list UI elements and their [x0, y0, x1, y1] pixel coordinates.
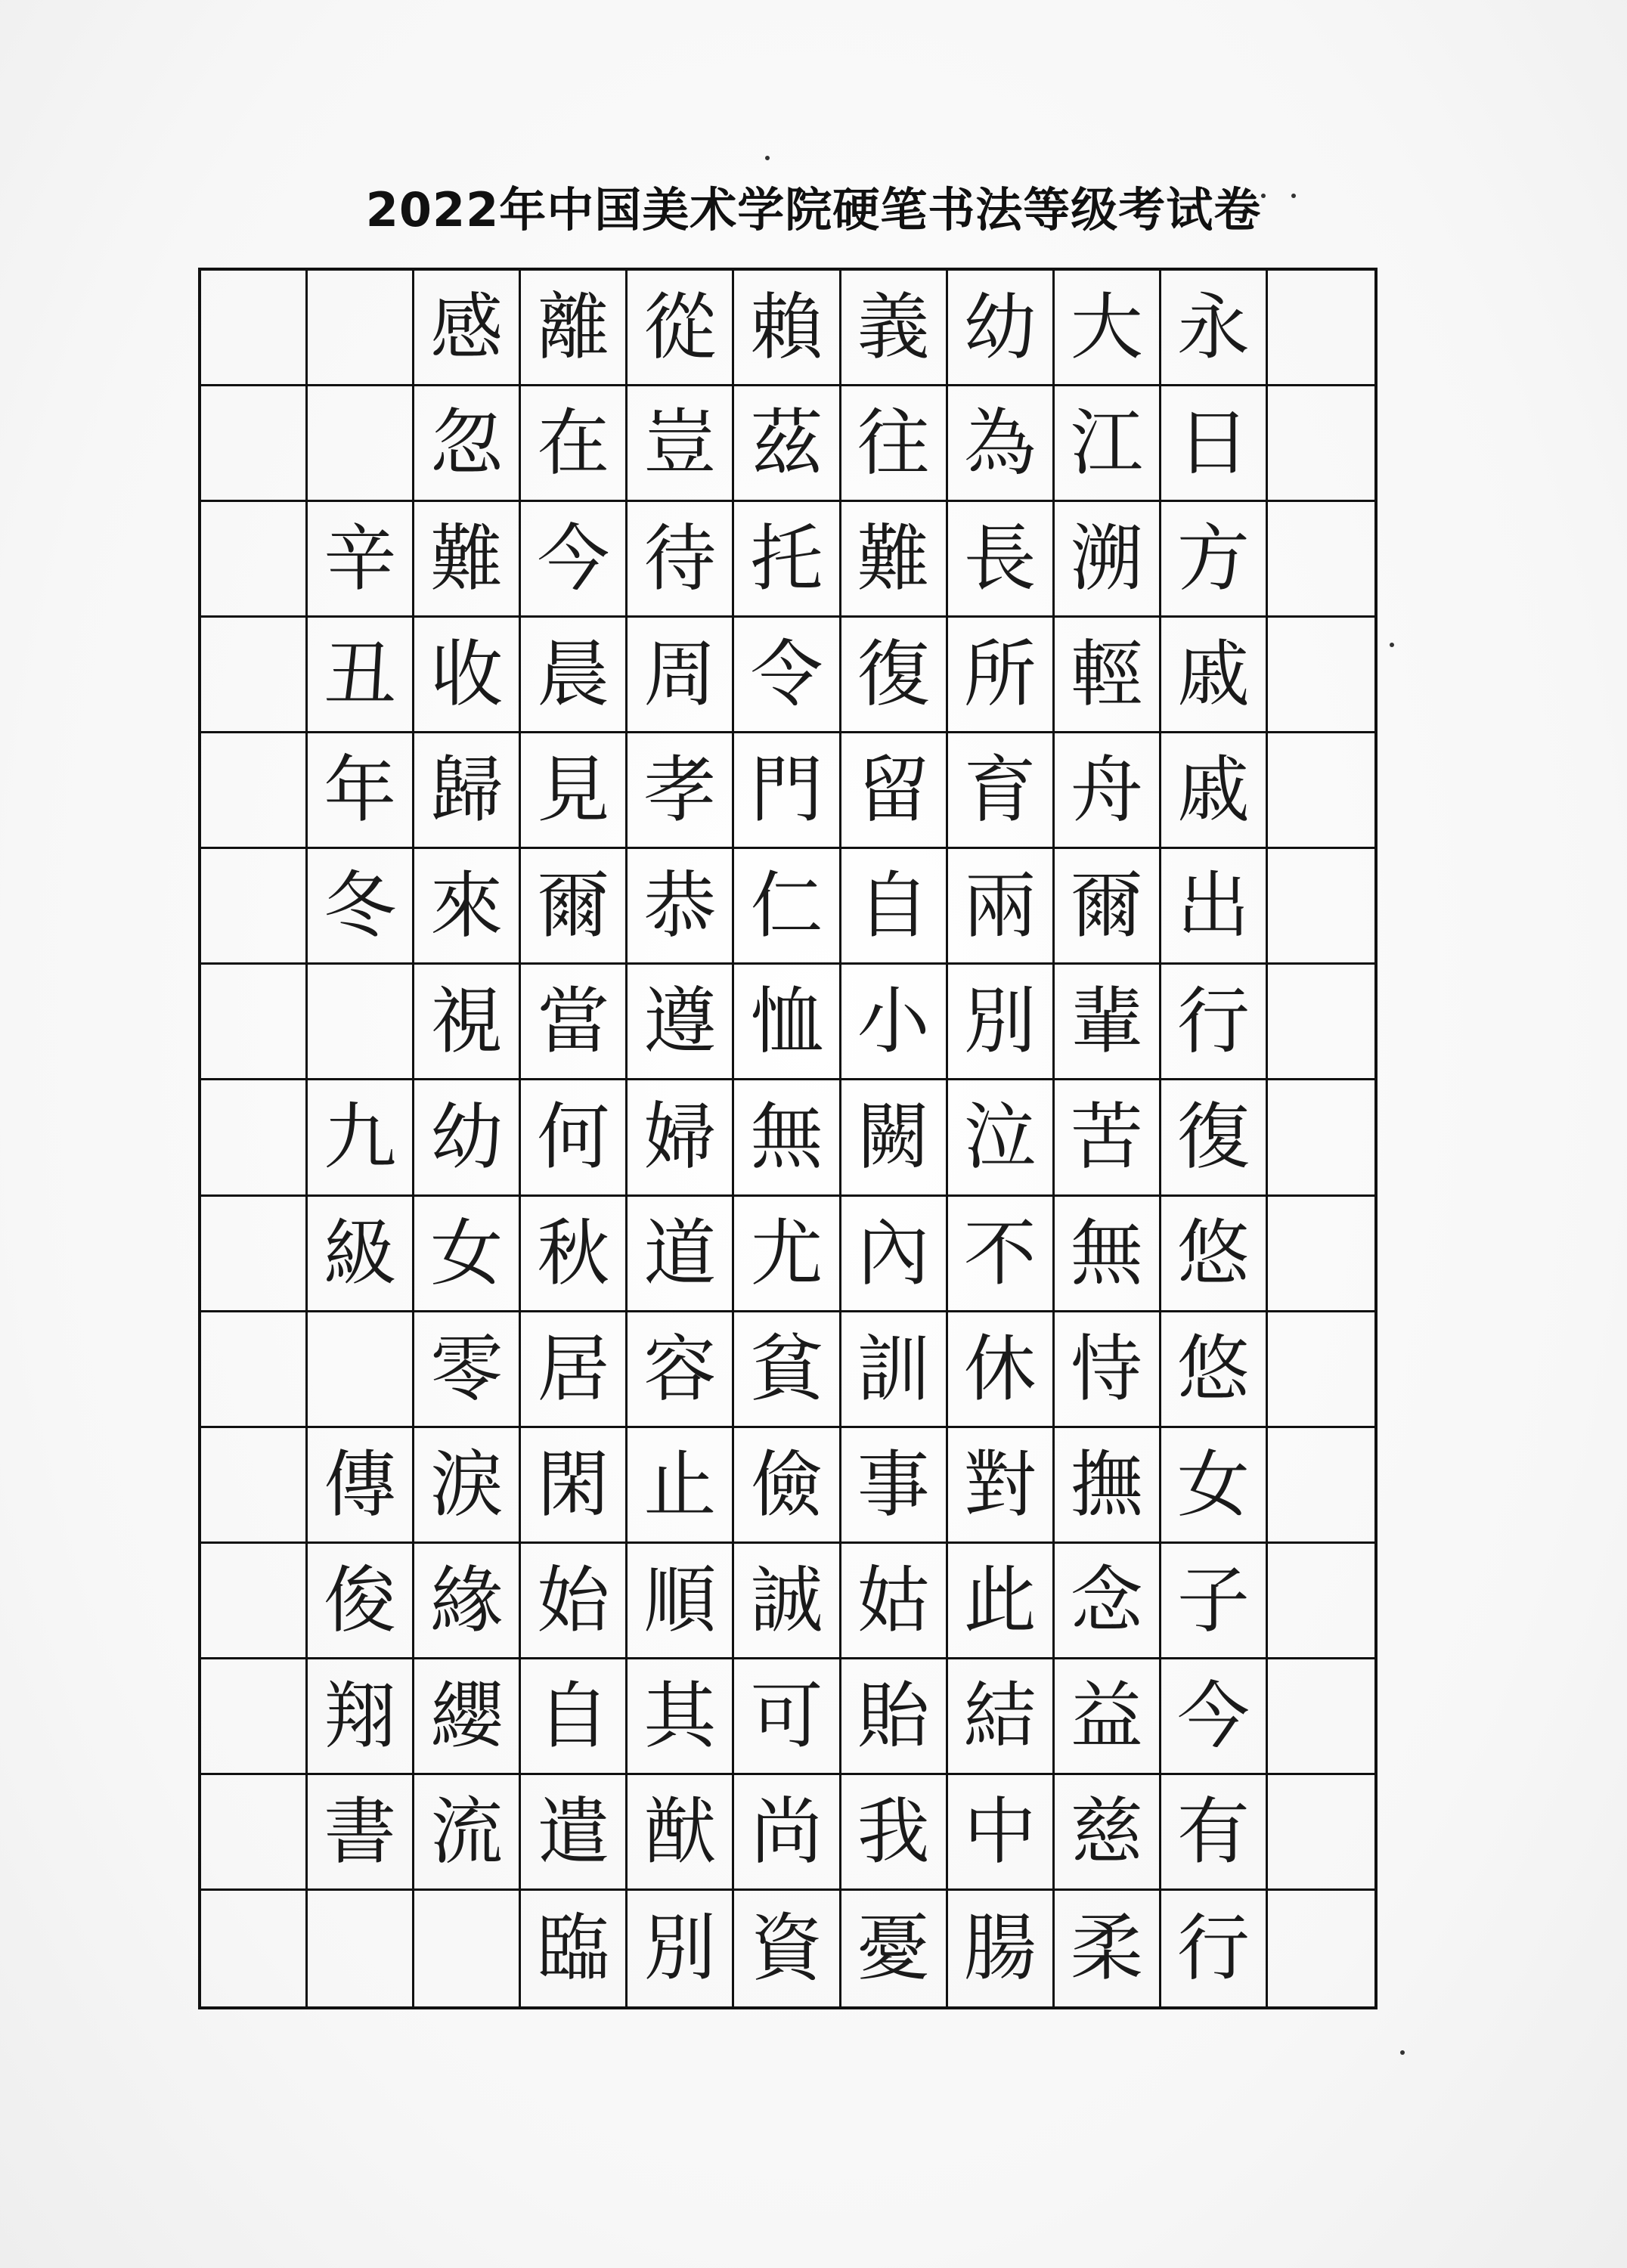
- grid-cell: [1268, 1428, 1374, 1544]
- grid-cell: 儉: [734, 1428, 841, 1544]
- grid-cell: 其: [628, 1659, 734, 1775]
- grid-cell: 自: [841, 849, 948, 965]
- grid-cell: 兩: [948, 849, 1055, 965]
- grid-cell: [1268, 1080, 1374, 1196]
- grid-cell: 容: [628, 1312, 734, 1428]
- grid-cell: 永: [1161, 271, 1268, 386]
- grid-cell: 育: [948, 733, 1055, 849]
- grid-cell: [308, 1891, 414, 2006]
- grid-cell: [201, 733, 308, 849]
- grid-cell: 別: [948, 965, 1055, 1080]
- grid-cell: 遣: [521, 1775, 628, 1891]
- grid-cell: 道: [628, 1197, 734, 1312]
- grid-cell: 泣: [948, 1080, 1055, 1196]
- grid-cell: 戚: [1161, 733, 1268, 849]
- grid-cell: 貧: [734, 1312, 841, 1428]
- grid-cell: [1268, 1891, 1374, 2006]
- grid-cell: 順: [628, 1544, 734, 1659]
- grid-cell: 訓: [841, 1312, 948, 1428]
- grid-cell: 念: [1055, 1544, 1161, 1659]
- grid-cell: 婦: [628, 1080, 734, 1196]
- grid-cell: 止: [628, 1428, 734, 1544]
- grid-cell: 長: [948, 502, 1055, 618]
- grid-cell: 當: [521, 965, 628, 1080]
- grid-cell: 事: [841, 1428, 948, 1544]
- grid-cell: 自: [521, 1659, 628, 1775]
- grid-cell: 義: [841, 271, 948, 386]
- grid-cell: [308, 271, 414, 386]
- ink-speck: [1390, 643, 1394, 647]
- grid-cell: 收: [414, 618, 521, 733]
- grid-cell: 姑: [841, 1544, 948, 1659]
- page-title: 2022年中国美术学院硬笔书法等级考试卷: [365, 182, 1262, 237]
- grid-cell: [1268, 386, 1374, 502]
- grid-cell: 秋: [521, 1197, 628, 1312]
- ink-speck: [1400, 2050, 1405, 2055]
- grid-cell: 舟: [1055, 733, 1161, 849]
- grid-cell: 俊: [308, 1544, 414, 1659]
- grid-cell: 遵: [628, 965, 734, 1080]
- grid-cell: 往: [841, 386, 948, 502]
- grid-cell: 尚: [734, 1775, 841, 1891]
- grid-cell: 流: [414, 1775, 521, 1891]
- grid-cell: 爾: [1055, 849, 1161, 965]
- grid-cell: 內: [841, 1197, 948, 1312]
- grid-cell: 恤: [734, 965, 841, 1080]
- grid-cell: 在: [521, 386, 628, 502]
- grid-cell: 所: [948, 618, 1055, 733]
- grid-cell: 益: [1055, 1659, 1161, 1775]
- grid-cell: 忽: [414, 386, 521, 502]
- grid-cell: [201, 1428, 308, 1544]
- grid-cell: [1268, 271, 1374, 386]
- grid-cell: 今: [1161, 1659, 1268, 1775]
- grid-cell: [201, 1080, 308, 1196]
- grid-cell: 翔: [308, 1659, 414, 1775]
- grid-cell: 女: [1161, 1428, 1268, 1544]
- grid-cell: 傳: [308, 1428, 414, 1544]
- grid-cell: 不: [948, 1197, 1055, 1312]
- grid-cell: [201, 1197, 308, 1312]
- grid-cell: 闕: [841, 1080, 948, 1196]
- grid-cell: 周: [628, 618, 734, 733]
- grid-cell: 輩: [1055, 965, 1161, 1080]
- grid-cell: 幼: [948, 271, 1055, 386]
- grid-cell: 緣: [414, 1544, 521, 1659]
- grid-cell: 為: [948, 386, 1055, 502]
- grid-cell: 爾: [521, 849, 628, 965]
- grid-cell: 苦: [1055, 1080, 1161, 1196]
- grid-cell: 年: [308, 733, 414, 849]
- grid-cell: 今: [521, 502, 628, 618]
- grid-cell: 豈: [628, 386, 734, 502]
- grid-cell: 行: [1161, 965, 1268, 1080]
- grid-cell: 慈: [1055, 1775, 1161, 1891]
- grid-cell: [1268, 1775, 1374, 1891]
- grid-cell: 賴: [734, 271, 841, 386]
- grid-cell: 有: [1161, 1775, 1268, 1891]
- grid-cell: 難: [841, 502, 948, 618]
- grid-cell: 纓: [414, 1659, 521, 1775]
- grid-cell: [201, 618, 308, 733]
- grid-cell: 居: [521, 1312, 628, 1428]
- grid-cell: 難: [414, 502, 521, 618]
- grid-cell: [308, 1312, 414, 1428]
- grid-cell: 仁: [734, 849, 841, 965]
- grid-cell: 九: [308, 1080, 414, 1196]
- grid-cell: 丑: [308, 618, 414, 733]
- grid-cell: 閑: [521, 1428, 628, 1544]
- grid-cell: [1268, 1197, 1374, 1312]
- grid-cell: 方: [1161, 502, 1268, 618]
- grid-cell: [201, 1775, 308, 1891]
- grid-cell: 別: [628, 1891, 734, 2006]
- grid-cell: 歸: [414, 733, 521, 849]
- grid-cell: 來: [414, 849, 521, 965]
- grid-cell: 我: [841, 1775, 948, 1891]
- grid-cell: 門: [734, 733, 841, 849]
- grid-cell: [1268, 502, 1374, 618]
- grid-cell: [1268, 1659, 1374, 1775]
- grid-cell: [201, 849, 308, 965]
- grid-cell: [201, 386, 308, 502]
- ink-speck: [1291, 194, 1296, 198]
- grid-cell: 柔: [1055, 1891, 1161, 2006]
- grid-cell: 恃: [1055, 1312, 1161, 1428]
- grid-cell: 悠: [1161, 1312, 1268, 1428]
- grid-cell: 令: [734, 618, 841, 733]
- grid-cell: 此: [948, 1544, 1055, 1659]
- grid-cell: 書: [308, 1775, 414, 1891]
- grid-cell: 辛: [308, 502, 414, 618]
- grid-cell: [1268, 733, 1374, 849]
- grid-cell: 可: [734, 1659, 841, 1775]
- grid-cell: 臨: [521, 1891, 628, 2006]
- grid-cell: 孝: [628, 733, 734, 849]
- grid-cell: 溯: [1055, 502, 1161, 618]
- grid-cell: 零: [414, 1312, 521, 1428]
- grid-cell: 尤: [734, 1197, 841, 1312]
- grid-cell: [201, 1659, 308, 1775]
- grid-cell: [414, 1891, 521, 2006]
- grid-cell: [308, 386, 414, 502]
- grid-cell: 江: [1055, 386, 1161, 502]
- grid-cell: 貽: [841, 1659, 948, 1775]
- grid-cell: 感: [414, 271, 521, 386]
- grid-cell: 茲: [734, 386, 841, 502]
- grid-cell: [201, 1312, 308, 1428]
- grid-cell: 行: [1161, 1891, 1268, 2006]
- grid-cell: 女: [414, 1197, 521, 1312]
- grid-cell: 從: [628, 271, 734, 386]
- ink-speck: [1261, 194, 1266, 198]
- grid-cell: 大: [1055, 271, 1161, 386]
- grid-cell: 離: [521, 271, 628, 386]
- grid-cell: 待: [628, 502, 734, 618]
- grid-cell: [308, 965, 414, 1080]
- grid-cell: 級: [308, 1197, 414, 1312]
- grid-cell: 見: [521, 733, 628, 849]
- grid-cell: 出: [1161, 849, 1268, 965]
- grid-cell: 恭: [628, 849, 734, 965]
- grid-cell: [1268, 849, 1374, 965]
- grid-cell: [201, 1544, 308, 1659]
- grid-cell: 復: [841, 618, 948, 733]
- grid-cell: 視: [414, 965, 521, 1080]
- grid-cell: [201, 271, 308, 386]
- grid-cell: [201, 965, 308, 1080]
- grid-cell: 憂: [841, 1891, 948, 2006]
- grid-cell: [1268, 618, 1374, 733]
- grid-cell: 猷: [628, 1775, 734, 1891]
- grid-cell: [201, 502, 308, 618]
- grid-cell: 結: [948, 1659, 1055, 1775]
- grid-cell: 腸: [948, 1891, 1055, 2006]
- grid-cell: 何: [521, 1080, 628, 1196]
- grid-cell: [1268, 1312, 1374, 1428]
- ink-speck: [765, 156, 770, 160]
- grid-cell: 對: [948, 1428, 1055, 1544]
- grid-cell: 留: [841, 733, 948, 849]
- grid-cell: 戚: [1161, 618, 1268, 733]
- grid-cell: 冬: [308, 849, 414, 965]
- grid-cell: 晨: [521, 618, 628, 733]
- calligraphy-grid: [198, 268, 1378, 2009]
- grid-cell: 輕: [1055, 618, 1161, 733]
- grid-cell: 復: [1161, 1080, 1268, 1196]
- grid-cell: 淚: [414, 1428, 521, 1544]
- grid-cell: 中: [948, 1775, 1055, 1891]
- grid-cell: 子: [1161, 1544, 1268, 1659]
- grid-cell: 幼: [414, 1080, 521, 1196]
- grid-cell: 撫: [1055, 1428, 1161, 1544]
- grid-cell: [201, 1891, 308, 2006]
- grid-cell: 無: [1055, 1197, 1161, 1312]
- grid-cell: 托: [734, 502, 841, 618]
- grid-cell: 日: [1161, 386, 1268, 502]
- grid-cell: 休: [948, 1312, 1055, 1428]
- grid-cell: 無: [734, 1080, 841, 1196]
- grid-cell: 始: [521, 1544, 628, 1659]
- grid-cell: [1268, 1544, 1374, 1659]
- grid-cell: 小: [841, 965, 948, 1080]
- grid-cell: 悠: [1161, 1197, 1268, 1312]
- grid-cell: 資: [734, 1891, 841, 2006]
- grid-cell: 誠: [734, 1544, 841, 1659]
- grid-cell: [1268, 965, 1374, 1080]
